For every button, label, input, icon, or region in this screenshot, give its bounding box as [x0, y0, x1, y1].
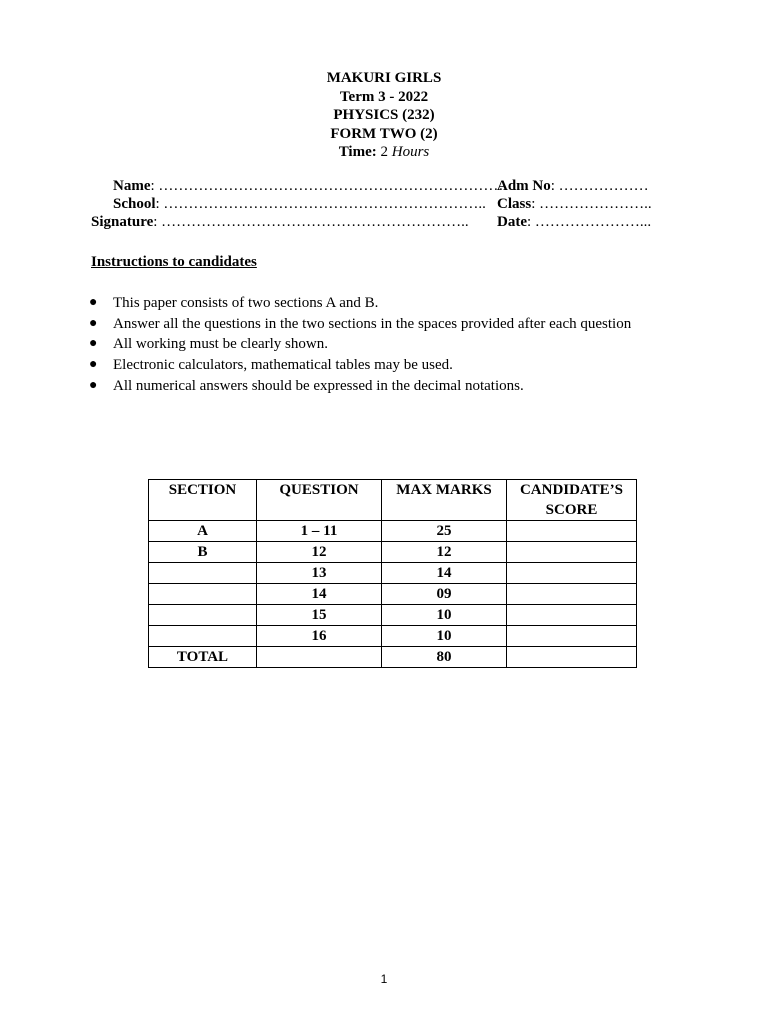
cell-question: 16 [257, 626, 382, 647]
field-row-signature [0, 213, 768, 231]
bullet-icon: ● [89, 357, 98, 373]
cell-score[interactable] [507, 563, 637, 584]
cell-question: 1 – 11 [257, 521, 382, 542]
header-candidate-score: CANDIDATE’S SCORE [507, 480, 637, 521]
table-row [149, 584, 637, 605]
school-label: School [113, 196, 156, 212]
table-header-row [149, 480, 637, 521]
table-row [149, 626, 637, 647]
table-row [149, 563, 637, 584]
cell-score[interactable] [507, 605, 637, 626]
cell-max-marks: 09 [382, 584, 507, 605]
header-question: QUESTION [257, 480, 382, 521]
table-row [149, 521, 637, 542]
list-item: ● This paper consists of two sections A and B. [89, 295, 379, 311]
adm-field[interactable] [497, 177, 649, 195]
cell-score[interactable] [507, 542, 637, 563]
date-field[interactable] [497, 213, 651, 231]
school-dots: : ……………………………………………………….. [155, 196, 486, 212]
list-item: ● Answer all the questions in the two sections in the spaces provided after each question [89, 315, 632, 332]
time-unit: Hours [391, 144, 430, 160]
instructions-list [0, 293, 768, 396]
bullet-icon: ● [89, 295, 98, 310]
bullet-icon: ● [89, 315, 98, 331]
cell-max-marks: 80 [382, 647, 507, 668]
name-label: Name [113, 178, 151, 194]
signature-dots: : …………………………………………………….. [153, 214, 469, 230]
cell-section [149, 626, 257, 647]
time-number: 2 [380, 144, 389, 160]
marks-table [148, 479, 637, 668]
list-item: ● Electronic calculators, mathematical tables may be used. [89, 357, 453, 374]
cell-question: 12 [257, 542, 382, 563]
term-line: Term 3 - 2022 [339, 88, 429, 105]
table-row-total [149, 647, 637, 668]
time-value [381, 144, 430, 160]
cell-max-marks: 14 [382, 563, 507, 584]
candidate-fields [0, 177, 768, 231]
cell-question: 13 [257, 563, 382, 584]
bullet-icon: ● [89, 377, 98, 393]
school-name: MAKURI GIRLS [326, 70, 442, 86]
field-row-school [0, 195, 768, 213]
exam-header [0, 69, 768, 162]
cell-question: 14 [257, 584, 382, 605]
subject-line: PHYSICS (232) [333, 107, 435, 123]
cell-section: TOTAL [149, 647, 257, 668]
header-section: SECTION [149, 480, 257, 521]
table-row [149, 605, 637, 626]
cell-score[interactable] [507, 584, 637, 605]
cell-section: A [149, 521, 257, 542]
cell-score[interactable] [507, 647, 637, 668]
cell-score[interactable] [507, 521, 637, 542]
cell-max-marks: 10 [382, 605, 507, 626]
cell-question [257, 647, 382, 668]
field-row-name [0, 177, 768, 195]
header-max-marks: MAX MARKS [382, 480, 507, 521]
cell-section: B [149, 542, 257, 563]
school-field[interactable] [113, 195, 486, 213]
time-line [0, 143, 768, 162]
date-label: Date [497, 214, 527, 230]
class-label: Class [497, 196, 532, 212]
date-dots: : …………………... [527, 214, 652, 230]
cell-score[interactable] [507, 626, 637, 647]
time-label: Time: [338, 144, 377, 160]
cell-max-marks: 10 [382, 626, 507, 647]
cell-section [149, 563, 257, 584]
page-number: 1 [380, 972, 388, 986]
adm-label: Adm No [497, 178, 551, 194]
class-dots: : ………………….. [531, 196, 652, 212]
list-item: ● All numerical answers should be expressed in the decimal notations. [89, 377, 524, 394]
cell-question: 15 [257, 605, 382, 626]
signature-field[interactable] [91, 213, 469, 231]
form-line: FORM TWO (2) [330, 125, 438, 142]
class-field[interactable] [497, 195, 652, 213]
instructions-title: Instructions to candidates [91, 254, 257, 270]
name-field[interactable] [113, 177, 503, 195]
signature-label: Signature [91, 214, 154, 230]
table-row [149, 542, 637, 563]
bullet-icon: ● [89, 336, 98, 352]
cell-max-marks: 25 [382, 521, 507, 542]
cell-section [149, 584, 257, 605]
cell-section [149, 605, 257, 626]
name-dots: : …………………………………………………………… [150, 178, 504, 194]
adm-dots: : ……………… [550, 178, 649, 194]
cell-max-marks: 12 [382, 542, 507, 563]
list-item: ● All working must be clearly shown. [89, 336, 328, 353]
